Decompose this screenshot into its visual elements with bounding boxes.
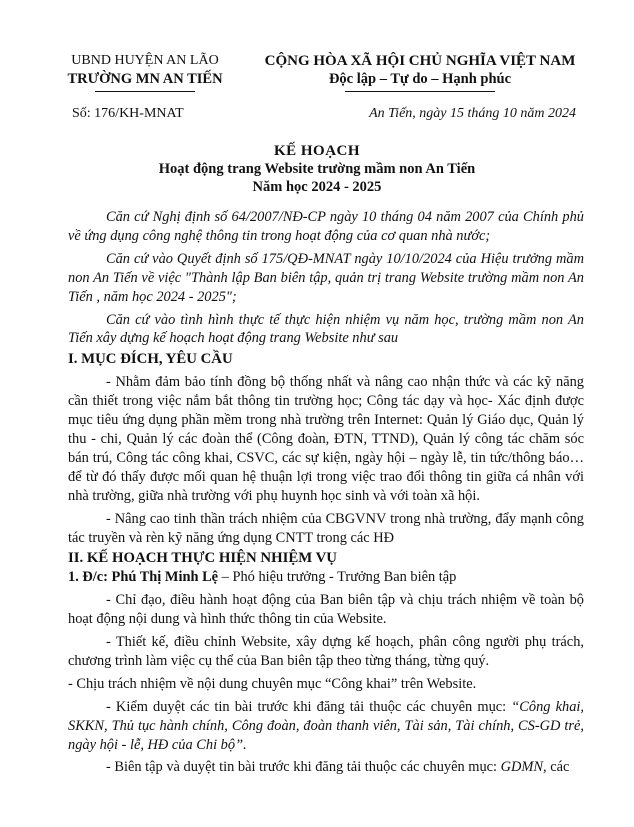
nation-title: CỘNG HÒA XÃ HỘI CHỦ NGHĨA VIỆT NAM	[264, 53, 576, 69]
section-2-heading: II. KẾ HOẠCH THỰC HIỆN NHIỆM VỤ	[68, 550, 337, 567]
preamble-paragraph: Căn cứ vào Quyết định số 175/QĐ-MNAT ngày 10/10/2024 của Hiệu trưởng mầm non An Tiến về việc "Thành lập Ban biên tập, quản trị trang Website trường mầm non An Tiến , năm học 2024 - 2025";	[68, 250, 584, 305]
nation-motto: Độc lập – Tự do – Hạnh phúc	[328, 71, 512, 87]
national-header	[240, 52, 600, 92]
duty-categories: “Công khai, SKKN, Thủ tục hành chính, Công đoàn, đoàn thanh viên, Tài sản, Tài chính, CS-GD trẻ, ngày hội - lễ, HĐ của Chi bộ”.	[68, 698, 584, 753]
issuer-school: TRƯỜNG MN AN TIẾN	[67, 71, 223, 87]
document-date: An Tiến, ngày 15 tháng 10 năm 2024	[369, 106, 576, 121]
preamble-paragraph: Căn cứ vào tình hình thực tế thực hiện nhiệm vụ năm học, trường mầm non An Tiến xây dựng kế hoạch hoạt động trang Website như sau	[68, 311, 584, 347]
issuer-org: UBND HUYỆN AN LÃO	[71, 53, 219, 68]
document-title: KẾ HOẠCH	[273, 143, 361, 159]
duty-paragraph: - Chịu trách nhiệm về nội dung chuyên mục “Công khai” trên Website.	[68, 675, 477, 692]
section-1-heading: I. MỤC ĐÍCH, YÊU CẦU	[68, 351, 233, 368]
document-number: Số: 176/KH-MNAT	[72, 106, 184, 121]
duty-categories: GDMN,	[500, 759, 547, 776]
duty-lead: - Kiểm duyệt các tin bài trước khi đăng tải thuộc các chuyên mục:	[106, 698, 512, 715]
duty-paragraph	[68, 758, 584, 777]
document-body	[68, 208, 584, 777]
duty-paragraph: - Chỉ đạo, điều hành hoạt động của Ban biên tập và chịu trách nhiệm về toàn bộ hoạt động nội dung và hình thức thông tin của Website.	[68, 592, 584, 628]
issuer-block	[40, 52, 250, 92]
duty-paragraph: - Thiết kế, điều chỉnh Website, xây dựng kế hoạch, phân công người phụ trách, chương trình làm việc cụ thể của Ban biên tập theo từng tháng, từng quý.	[68, 634, 584, 669]
issuer-underline	[95, 91, 195, 92]
preamble-paragraph: Căn cứ Nghị định số 64/2007/NĐ-CP ngày 10 tháng 04 năm 2007 của Chính phủ về ứng dụng công nghệ thông tin trong hoạt động của cơ quan nhà nước;	[68, 209, 584, 244]
document-school-year: Năm học 2024 - 2025	[252, 179, 382, 195]
assignee-name: 1. Đ/c: Phú Thị Minh Lệ	[68, 569, 219, 586]
duty-tail: các	[546, 759, 570, 776]
motto-underline	[345, 91, 495, 92]
assignee-role: – Phó hiệu trưởng - Trưởng Ban biên tập	[218, 569, 457, 586]
duty-paragraph	[68, 698, 584, 755]
duty-lead: - Biên tập và duyệt tin bài trước khi đăng tải thuộc các chuyên mục:	[106, 759, 501, 776]
section-1-paragraph: - Nâng cao tinh thần trách nhiệm của CBGVNV trong nhà trường, đẩy mạnh công tác truyền và rèn kỹ năng ứng dụng CNTT trong các HĐ	[68, 510, 584, 546]
assignment-item-1	[68, 568, 584, 587]
document-subtitle: Hoạt động trang Website trường mầm non An Tiến	[158, 161, 476, 177]
section-1-paragraph: - Nhằm đảm bảo tính đồng bộ thống nhất và nâng cao nhận thức và các kỹ năng cần thiết trong việc nắm bắt thông tin trường học; Công tác dạy và học- Xác định được mục tiêu ứng dụng phần mềm trong nhà trường trên Internet: Quản lý Giáo dục, Quản lý thu - chi, Quản lý các đoàn thể (Công đoàn, ĐTN, TTND), Quản lý công tác chăm sóc bán trú, Công tác công khai, CSVC, các sự kiện, ngày hội – ngày lễ, tin tức/thông báo… để từ đó thấy được mối quan hệ thuận lợi trong việc trao đổi thông tin giữa cá nhân với nhà trường, giữa nhà trường với phụ huynh học sinh và với toàn xã hội.	[68, 374, 584, 504]
